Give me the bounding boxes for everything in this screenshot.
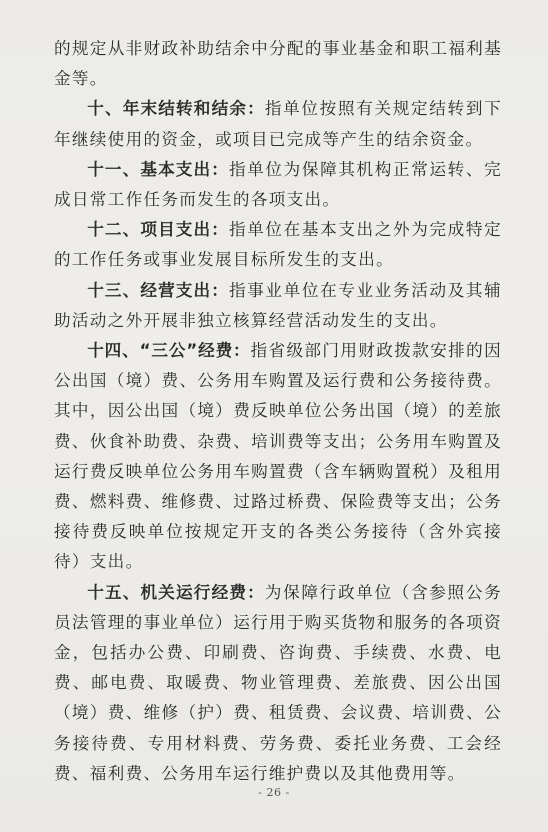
paragraph-item-12 — [54, 215, 502, 275]
paragraph-item-10 — [54, 94, 502, 154]
paragraph-item-15 — [54, 578, 502, 789]
paragraph-text: 的规定从非财政补助结余中分配的事业基金和职工福利基金等。 — [54, 39, 502, 89]
term-heading: 十三、经营支出： — [87, 280, 229, 300]
term-heading: 十二、项目支出： — [87, 220, 229, 240]
page-number: - 26 - — [258, 786, 290, 799]
paragraph-item-11 — [54, 155, 502, 215]
term-heading: 十四、“三公”经费： — [87, 341, 251, 361]
paragraph-item-14 — [54, 336, 502, 578]
term-heading: 十一、基本支出： — [87, 159, 229, 179]
paragraph-text: 指事业单位在专业业务活动及其辅助活动之外开展非独立核算经营活动发生的支出。 — [54, 280, 503, 330]
paragraph-text: 指省级部门用财政拨款安排的因公出国（境）费、公务用车购置及运行费和公务接待费。其中，因公出国（境）费反映单位公务出国（境）的差旅费、伙食补助费、杂费、培训费等支出；公务用车购置及运行费反映单位公务用车购置费（含车辆购置税）及租用费、燃料费、维修费、过路过桥费、保险费等支出；公务接待费反映单位按规定开支的各类公务接待（含外宾接待）支出。 — [54, 341, 503, 572]
paragraph-continuation — [54, 34, 502, 94]
paragraph-text: 指单位为保障其机构正常运转、完成日常工作任务而发生的各项支出。 — [54, 159, 503, 210]
paragraph-text: 指单位在基本支出之外为完成特定的工作任务或事业发展目标所发生的支出。 — [54, 220, 503, 270]
term-heading: 十、年末结转和结余： — [87, 99, 265, 119]
paragraph-text: 指单位按照有关规定结转到下年继续使用的资金，或项目已完成等产生的结余资金。 — [54, 99, 502, 149]
paragraph-item-13 — [54, 276, 502, 336]
paragraph-text: 为保障行政单位（含参照公务员法管理的事业单位）运行用于购买货物和服务的各项资金，包括办公费、印刷费、咨询费、手续费、水费、电费、邮电费、取暖费、物业管理费、差旅费、因公出国（境）费、维修（护）费、租赁费、会议费、培训费、公务接待费、专用材料费、劳务费、委托业务费、工会经费、福利费、公务用车运行维护费以及其他费用等。 — [54, 582, 502, 783]
term-heading: 十五、机关运行经费： — [87, 582, 265, 602]
document-body — [54, 34, 502, 789]
